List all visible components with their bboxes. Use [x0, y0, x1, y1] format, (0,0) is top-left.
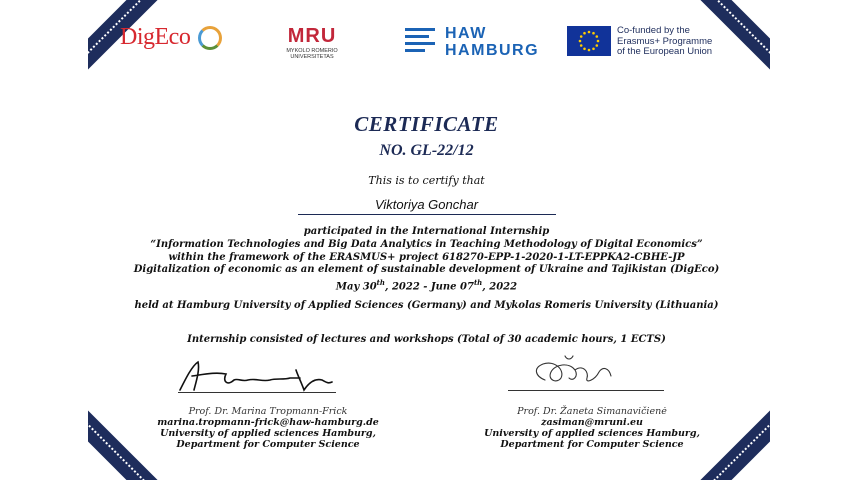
- eu-flag-icon: [567, 26, 611, 56]
- eu-logo-line3: of the European Union: [617, 46, 713, 57]
- signatory-dept: Department for Computer Science: [500, 439, 684, 450]
- certificate-number: NO. GL-22/12: [379, 142, 474, 159]
- signature-line-left: [178, 392, 336, 393]
- description-line: Digitalization of economic as an element of sustainable development of Ukraine and Tajikistan (DigEco): [133, 264, 720, 276]
- eu-logo-line1: Co-funded by the: [617, 25, 690, 36]
- globe-icon: [198, 26, 222, 50]
- internship-description: [0, 226, 853, 294]
- signatory-email: zasiman@mruni.eu: [541, 417, 643, 428]
- host-universities: held at Hamburg University of Applied Sciences (Germany) and Mykolas Romeris University (Lithuania): [134, 300, 719, 311]
- description-line: “Information Technologies and Big Data Analytics in Teaching Methodology of Digital Economics”: [150, 238, 703, 250]
- signatory-org: University of applied sciences Hamburg,: [160, 428, 376, 439]
- signatory-email: marina.tropmann-frick@haw-hamburg.de: [157, 417, 379, 428]
- mru-logo-mark: MRU: [287, 25, 337, 47]
- certify-statement: This is to certify that: [368, 174, 485, 187]
- haw-logo-line1: HAW: [445, 25, 487, 42]
- eu-logo-line2: Erasmus+ Programme: [617, 35, 713, 47]
- signatory-name: Prof. Dr. Žaneta Simanavičienė: [517, 406, 667, 417]
- signature-line-right: [508, 390, 664, 391]
- description-line: participated in the International Internship: [303, 226, 550, 237]
- recipient-underline: [298, 214, 556, 215]
- haw-logo-line2: HAMBURG: [445, 42, 540, 59]
- workload-statement: Internship consisted of lectures and workshops (Total of 30 academic hours, 1 ECTS): [187, 334, 666, 345]
- signatory-left: [148, 406, 388, 450]
- corner-ribbon-bottom-right: [700, 410, 770, 480]
- internship-dates: May 30th, 2022 - June 07th, 2022: [335, 278, 518, 293]
- haw-bars-icon: [405, 28, 435, 56]
- signatory-org: University of applied sciences Hamburg,: [484, 428, 700, 439]
- description-line: within the framework of the ERASMUS+ project 618270-EPP-1-2020-1-LT-EPPKA2-CBHE-JP: [168, 251, 685, 263]
- mru-logo-subtitle: MYKOLO ROMERIO UNIVERSITETAS: [286, 48, 338, 60]
- digeco-logo: [120, 24, 190, 51]
- signature-simanaviciene: [525, 350, 635, 392]
- signatory-dept: Department for Computer Science: [176, 439, 360, 450]
- digeco-logo-text: DigEco: [120, 24, 191, 50]
- recipient-name: Viktoriya Gonchar: [374, 197, 479, 212]
- mru-logo: [282, 26, 342, 60]
- signature-tropmann-frick: [176, 356, 340, 396]
- certificate-title: CERTIFICATE: [354, 112, 499, 136]
- signatory-name: Prof. Dr. Marina Tropmann-Frick: [188, 406, 348, 417]
- signatory-right: [474, 406, 710, 450]
